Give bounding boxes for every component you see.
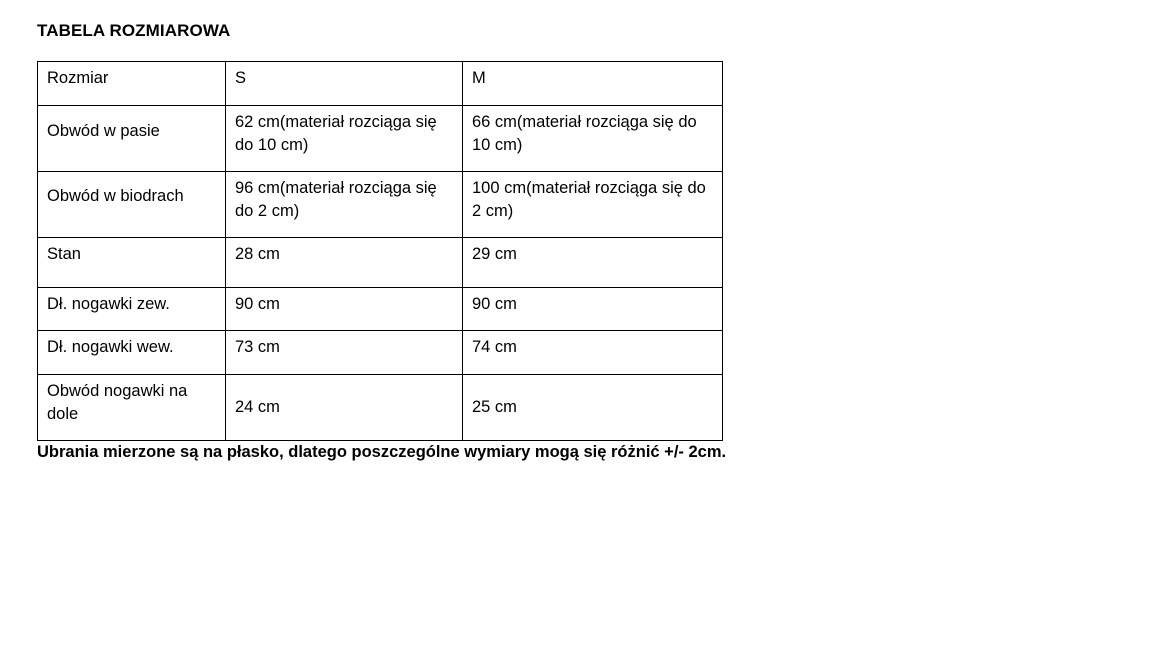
row-label: Obwód w biodrach (38, 172, 226, 238)
row-label: Dł. nogawki zew. (38, 288, 226, 331)
table-row (38, 375, 723, 441)
size-table (37, 61, 723, 441)
page-title: TABELA ROZMIAROWA (37, 21, 231, 40)
table-cell: 96 cm(materiał rozciąga się do 2 cm) (226, 172, 463, 238)
table-row (38, 172, 723, 238)
header-cell: M (463, 62, 723, 106)
measurement-note: Ubrania mierzone są na płasko, dlatego poszczególne wymiary mogą się różnić +/- 2cm. (37, 443, 727, 461)
table-row (38, 238, 723, 288)
table-row (38, 288, 723, 331)
table-cell: 62 cm(materiał rozciąga się do 10 cm) (226, 106, 463, 172)
table-cell: 74 cm (463, 331, 723, 375)
table-row (38, 331, 723, 375)
row-label: Obwód nogawki na dole (38, 375, 226, 441)
table-cell: 90 cm (226, 288, 463, 331)
table-header-row (38, 62, 723, 106)
row-label: Dł. nogawki wew. (38, 331, 226, 375)
table-cell: 29 cm (463, 238, 723, 288)
table-cell: 73 cm (226, 331, 463, 375)
table-cell: 66 cm(materiał rozciąga się do 10 cm) (463, 106, 723, 172)
row-label: Stan (38, 238, 226, 288)
table-cell: 28 cm (226, 238, 463, 288)
header-cell: Rozmiar (38, 62, 226, 106)
header-cell: S (226, 62, 463, 106)
row-label: Obwód w pasie (38, 106, 226, 172)
table-cell: 90 cm (463, 288, 723, 331)
table-cell: 100 cm(materiał rozciąga się do 2 cm) (463, 172, 723, 238)
table-cell: 25 cm (463, 375, 723, 441)
table-row (38, 106, 723, 172)
table-cell: 24 cm (226, 375, 463, 441)
